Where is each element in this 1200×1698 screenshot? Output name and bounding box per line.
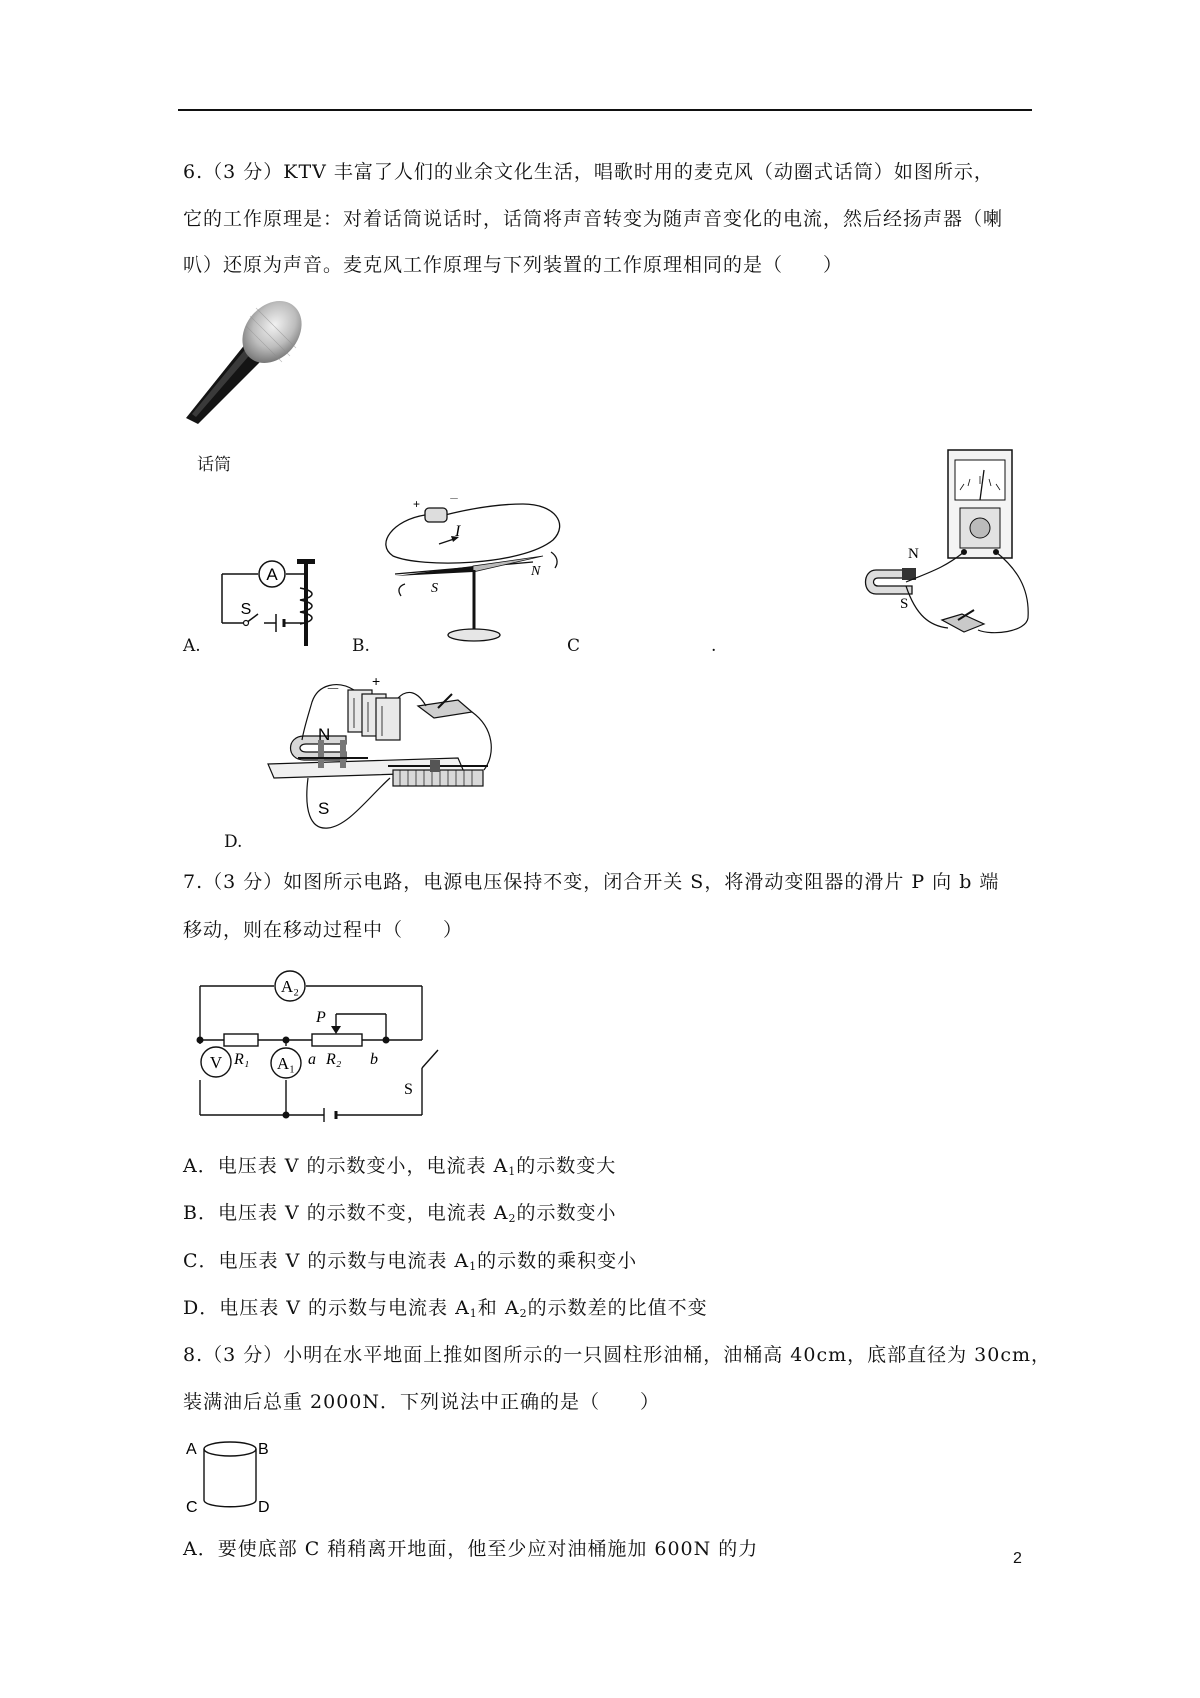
circuit-a1: A₁ bbox=[276, 1054, 296, 1073]
figure-electromagnet bbox=[200, 550, 335, 650]
fig-c-north: N bbox=[908, 546, 919, 562]
fig-c-south: S bbox=[900, 596, 909, 612]
barrel-label-a: A bbox=[186, 1441, 197, 1458]
q6-line-3: 叭）还原为声音。麦克风工作原理与下列装置的工作原理相同的是（ ） bbox=[183, 254, 844, 276]
q6-option-d: D. bbox=[224, 832, 243, 852]
q7-line-2: 移动，则在移动过程中（ ） bbox=[183, 919, 464, 941]
circuit-s: S bbox=[404, 1081, 413, 1098]
fig-d-north: N bbox=[318, 725, 331, 744]
q8-option-a: A．要使底部 C 稍稍离开地面，他至少应对油桶施加 600N 的力 bbox=[183, 1538, 759, 1560]
fig-d-plus: + bbox=[372, 673, 381, 689]
barrel-label-c: C bbox=[186, 1499, 198, 1516]
fig-b-north: N bbox=[531, 564, 541, 579]
fig-b-plus: + bbox=[413, 497, 421, 511]
q8-line-1: 8.（3 分）小明在水平地面上推如图所示的一只圆柱形油桶，油桶高 40cm，底部直径为 30cm， bbox=[183, 1344, 1052, 1366]
q6-option-b: B. bbox=[352, 636, 370, 656]
figure-circuit bbox=[190, 970, 450, 1120]
q7-option-a: A．电压表 V 的示数变小，电流表 $A_1$的示数变大 bbox=[183, 1155, 617, 1178]
header-rule bbox=[178, 109, 1032, 111]
q6-option-a: A. bbox=[183, 636, 201, 656]
q7-option-c: C．电压表 V 的示数与电流表 $A_1$的示数的乘积变小 bbox=[183, 1250, 638, 1273]
circuit-v: V bbox=[209, 1053, 223, 1072]
q8-line-2: 装满油后总重 2000N．下列说法中正确的是（ ） bbox=[183, 1391, 661, 1413]
microphone-image bbox=[180, 296, 320, 431]
figure-generator bbox=[860, 448, 1035, 648]
fig-d-minus: － bbox=[326, 681, 340, 697]
fig-b-current: I bbox=[455, 523, 461, 540]
q6-line-1: 6.（3 分）KTV 丰富了人们的业余文化生活，唱歌时用的麦克风（动圈式话筒）如图所示， bbox=[183, 161, 994, 183]
fig-d-south: S bbox=[318, 799, 330, 818]
q6-option-c-dot: . bbox=[711, 636, 717, 656]
q7-option-d: D．电压表 V 的示数与电流表 $A_1$和 $A_2$的示数差的比值不变 bbox=[183, 1297, 708, 1320]
page-number: 2 bbox=[1013, 1550, 1022, 1567]
mic-caption: 话筒 bbox=[197, 455, 231, 475]
barrel-label-d: D bbox=[258, 1499, 270, 1516]
circuit-a2: A₂ bbox=[280, 977, 300, 996]
circuit-a: a bbox=[308, 1051, 316, 1068]
barrel-label-b: B bbox=[258, 1441, 269, 1458]
fig-b-minus: － bbox=[449, 494, 459, 505]
fig-a-switch-label: S bbox=[240, 601, 252, 618]
circuit-b: b bbox=[370, 1051, 378, 1068]
figure-oersted bbox=[383, 492, 573, 652]
q6-line-2: 它的工作原理是：对着话筒说话时，话筒将声音转变为随声音变化的电流，然后经扬声器（喇 bbox=[183, 208, 1004, 230]
circuit-r2: R₂ bbox=[326, 1051, 342, 1068]
q7-option-b: B．电压表 V 的示数不变，电流表 $A_2$的示数变小 bbox=[183, 1202, 617, 1225]
circuit-p: P bbox=[316, 1009, 326, 1026]
fig-b-south: S bbox=[431, 581, 438, 596]
figure-barrel bbox=[184, 1438, 284, 1514]
circuit-r1: R₁ bbox=[234, 1051, 250, 1068]
q6-option-c: C bbox=[567, 636, 581, 656]
fig-a-ammeter-label: A bbox=[266, 565, 278, 584]
figure-motor bbox=[258, 673, 508, 838]
q7-line-1: 7.（3 分）如图所示电路，电源电压保持不变，闭合开关 S，将滑动变阻器的滑片 P 向 b 端 bbox=[183, 871, 1000, 893]
